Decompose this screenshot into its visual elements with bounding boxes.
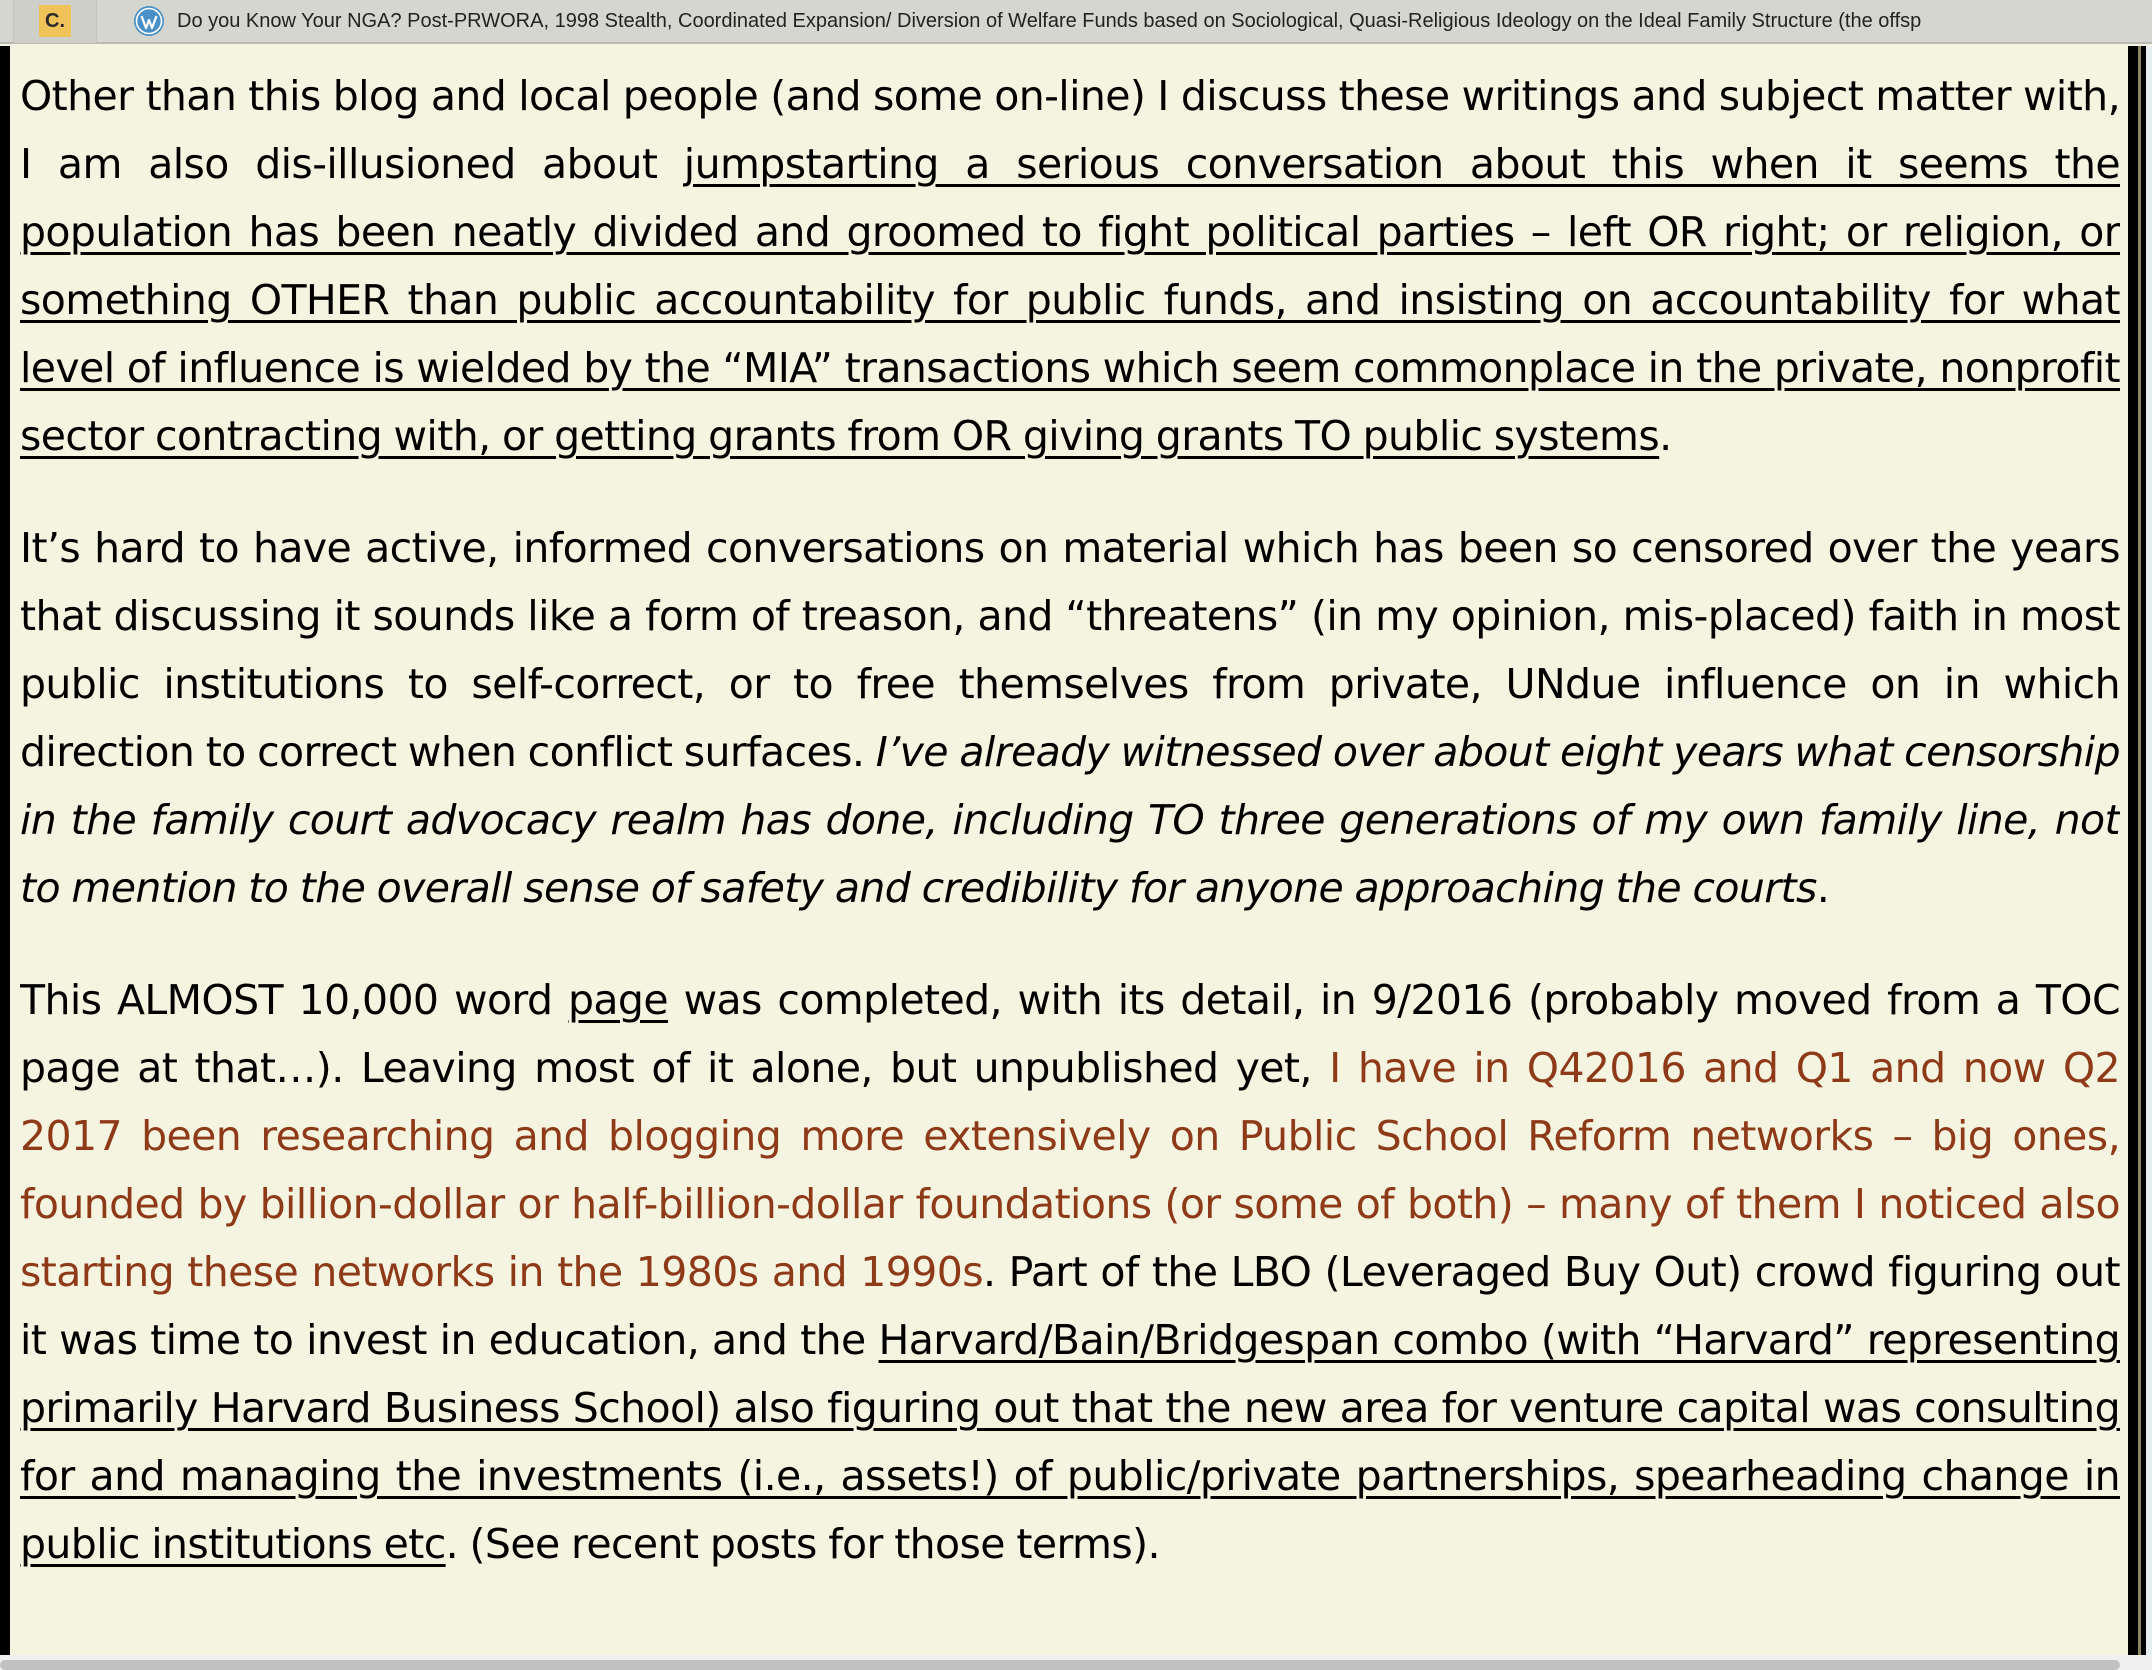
tab-title: Do you Know Your NGA? Post-PRWORA, 1998 Stealth, Coordinated Expansion/ Diversion of Welfare Funds based on Sociological, Quasi-Religious Ideology on the Ideal Family Structure (the offsp [177,9,1922,32]
paragraph-2-end: . [1816,864,1830,912]
vertical-scrollbar-track[interactable] [2128,46,2152,1655]
paragraph-2-text: It’s hard to have active, informed conversations on material which has been so censored over the years that discussing it sounds like a form of treason, and “threatens” (in my opinion, mis-placed) faith in most public institutions to self-correct, or to free themselves from private, UNdue influence on in which direction to correct when conflict surfaces. [20,524,2120,776]
scrollbar-stripe [2138,46,2141,1655]
paragraph-3 [20,966,2120,1578]
paragraph-3-text-start: This ALMOST 10,000 word [20,976,568,1024]
paragraph-3-end: . (See recent posts for those terms). [445,1520,1160,1568]
paragraph-2 [20,514,2120,922]
paragraph-2-italic-text: I’ve already witnessed over about eight years what censorship in the family court advocacy realm has done, including TO three generations of my own family line, not to mention to the overall sense of safety and credibility for anyone approaching the courts [20,728,2120,912]
browser-tab-bar [0,0,2152,44]
c-icon: C. [39,5,71,37]
inline-link-page[interactable]: page [567,976,668,1024]
horizontal-scrollbar-thumb[interactable] [0,1660,2120,1670]
paragraph-1 [20,62,2120,470]
pinned-tab[interactable] [13,0,97,43]
horizontal-scrollbar[interactable] [0,1655,2152,1670]
wordpress-icon [133,5,165,37]
window-right-edge [2146,46,2152,1655]
article-body [20,46,2120,1655]
inline-link-harvard-bain-bridgespan[interactable]: Harvard/Bain/Bridgespan combo (with “Harvard” representing primarily Harvard Business School) also figuring out that the new area for venture capital was consulting for and managing the investments (i.e., assets!) of public/private partnerships, spearheading change in public institutions etc [20,1316,2120,1568]
paragraph-3-text-mid: was completed, with its detail, in 9/2016 (probably moved from a TOC page at that…). Leaving most of it alone, but unpublished yet, [20,976,2120,1092]
window-left-border [0,46,10,1655]
paragraph-3-text-lbo: . Part of the LBO (Leveraged Buy Out) crowd figuring out it was time to invest in education, and the [20,1248,2120,1364]
paragraph-3-highlighted-text: I have in Q42016 and Q1 and now Q2 2017 been researching and blogging more extensively on Public School Reform networks – big ones, founded by billion-dollar or half-billion-dollar foundations (or some of both) – many of them I noticed also starting these networks in the 1980s and 1990s [20,1044,2120,1296]
active-tab[interactable] [97,0,2152,43]
paragraph-1-end: . [1659,412,1672,460]
inline-link-jumpstarting[interactable]: jumpstarting a serious conversation about this when it seems the population has been neatly divided and groomed to fight political parties – left OR right; or religion, or something OTHER than public accountability for public funds, and insisting on accountability for what level of influence is wielded by the “MIA” transactions which seem commonplace in the private, nonprofit sector contracting with, or getting grants from OR giving grants TO public systems [20,140,2120,460]
paragraph-1-text: Other than this blog and local people (and some on-line) I discuss these writings and subject matter with, I am also dis-illusioned about [20,72,2120,188]
